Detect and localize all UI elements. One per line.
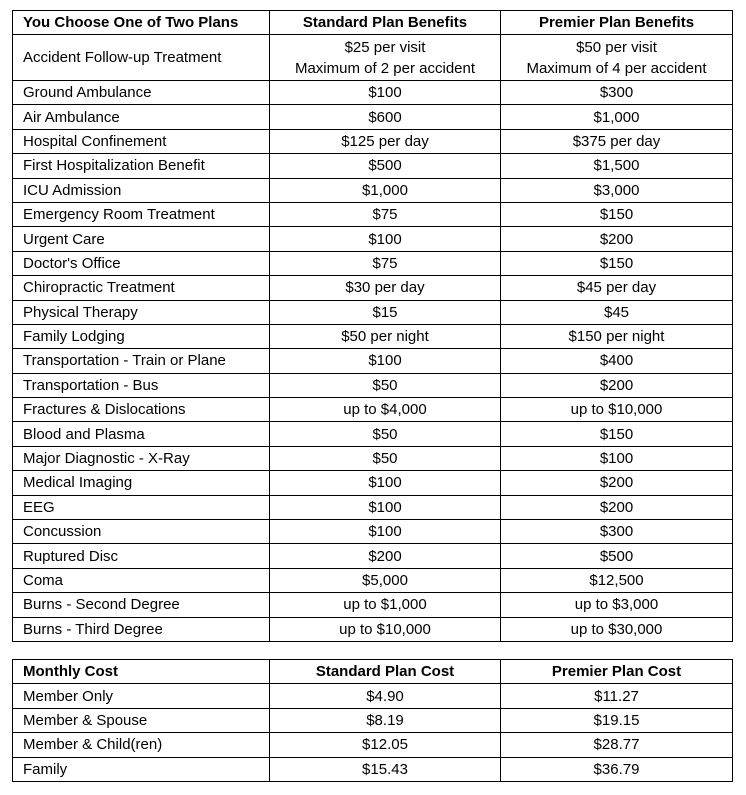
benefits-table [12,10,733,642]
premier-benefit-value: $3,000 [501,178,733,202]
benefit-name: Transportation - Bus [13,373,270,397]
benefits-header-standard: Standard Plan Benefits [270,11,501,35]
standard-benefit-value: $100 [270,349,501,373]
benefit-name: Coma [13,568,270,592]
table-row [13,81,733,105]
cost-header-premier: Premier Plan Cost [501,660,733,684]
standard-benefit-value: up to $1,000 [270,593,501,617]
benefit-name: Concussion [13,520,270,544]
table-row [13,154,733,178]
premier-benefit-value: $150 [501,422,733,446]
standard-benefit-value: $100 [270,520,501,544]
benefit-name: First Hospitalization Benefit [13,154,270,178]
table-row [13,129,733,153]
table-row [13,349,733,373]
premier-benefit-value: up to $30,000 [501,617,733,641]
standard-benefit-value: $100 [270,471,501,495]
table-row [13,324,733,348]
standard-benefit-value: up to $4,000 [270,398,501,422]
table-row [13,300,733,324]
premier-benefit-line: Maximum of 4 per accident [526,59,707,77]
table-row [13,373,733,397]
benefits-header-plans: You Choose One of Two Plans [13,11,270,35]
cost-header-standard: Standard Plan Cost [270,660,501,684]
premier-benefit-value: $300 [501,520,733,544]
standard-benefit-value: $50 [270,446,501,470]
premier-benefit-value: $200 [501,373,733,397]
table-row [13,520,733,544]
standard-benefit-value: $125 per day [270,129,501,153]
standard-cost-value: $4.90 [270,684,501,708]
premier-benefit-value [501,35,733,81]
premier-benefit-value: $45 per day [501,276,733,300]
standard-cost-value: $12.05 [270,733,501,757]
standard-benefit-value: up to $10,000 [270,617,501,641]
benefit-name: Burns - Second Degree [13,593,270,617]
benefits-header-premier: Premier Plan Benefits [501,11,733,35]
table-row [13,398,733,422]
table-row [13,568,733,592]
table-row [13,276,733,300]
benefit-name: Blood and Plasma [13,422,270,446]
standard-cost-value: $8.19 [270,708,501,732]
standard-benefit-value: $75 [270,202,501,226]
table-row [13,617,733,641]
premier-benefit-value: $12,500 [501,568,733,592]
table-row [13,593,733,617]
premier-benefit-value: $1,500 [501,154,733,178]
premier-benefit-value: $1,000 [501,105,733,129]
standard-benefit-value: $50 [270,422,501,446]
standard-benefit-value: $100 [270,495,501,519]
premier-benefit-value: up to $3,000 [501,593,733,617]
premier-benefit-value: $375 per day [501,129,733,153]
premier-benefit-value: $300 [501,81,733,105]
benefit-name: Accident Follow-up Treatment [13,35,270,81]
premier-benefit-value: $500 [501,544,733,568]
table-row [13,733,733,757]
premier-benefit-value: $100 [501,446,733,470]
standard-benefit-value [270,35,501,81]
coverage-tier: Member Only [13,684,270,708]
premier-benefit-value: $150 per night [501,324,733,348]
premier-benefit-value: $150 [501,202,733,226]
monthly-cost-table [12,659,733,782]
table-row [13,422,733,446]
standard-benefit-value: $200 [270,544,501,568]
benefit-name: Hospital Confinement [13,129,270,153]
coverage-tier: Member & Child(ren) [13,733,270,757]
table-row [13,757,733,781]
benefit-name: Physical Therapy [13,300,270,324]
table-row [13,35,733,81]
standard-benefit-value: $1,000 [270,178,501,202]
benefit-name: ICU Admission [13,178,270,202]
standard-benefit-value: $100 [270,81,501,105]
table-row [13,471,733,495]
benefit-name: Doctor's Office [13,251,270,275]
standard-benefit-value: $5,000 [270,568,501,592]
standard-benefit-value: $100 [270,227,501,251]
benefit-name: Medical Imaging [13,471,270,495]
benefit-name: Family Lodging [13,324,270,348]
premier-benefit-value: $400 [501,349,733,373]
standard-benefit-value: $600 [270,105,501,129]
table-row [13,202,733,226]
table-row [13,495,733,519]
benefit-name: Chiropractic Treatment [13,276,270,300]
premier-benefit-value: $45 [501,300,733,324]
benefit-name: Major Diagnostic - X-Ray [13,446,270,470]
cost-header-monthly: Monthly Cost [13,660,270,684]
premier-benefit-value: $200 [501,471,733,495]
table-row [13,684,733,708]
premier-benefit-value: $200 [501,227,733,251]
standard-benefit-value: $30 per day [270,276,501,300]
coverage-tier: Family [13,757,270,781]
benefit-name: Transportation - Train or Plane [13,349,270,373]
table-row [13,105,733,129]
premier-cost-value: $11.27 [501,684,733,708]
standard-benefit-value: $50 per night [270,324,501,348]
table-row [13,446,733,470]
coverage-tier: Member & Spouse [13,708,270,732]
table-row [13,708,733,732]
cost-header-row [13,660,733,684]
premier-benefit-line: $50 per visit [576,38,657,56]
benefit-name: Urgent Care [13,227,270,251]
table-row [13,178,733,202]
standard-benefit-line: $25 per visit [344,38,426,56]
benefit-name: Burns - Third Degree [13,617,270,641]
benefit-name: Ruptured Disc [13,544,270,568]
standard-benefit-value: $500 [270,154,501,178]
premier-cost-value: $28.77 [501,733,733,757]
standard-benefit-value: $75 [270,251,501,275]
benefit-name: EEG [13,495,270,519]
premier-benefit-value: up to $10,000 [501,398,733,422]
premier-benefit-value: $150 [501,251,733,275]
standard-cost-value: $15.43 [270,757,501,781]
benefit-name: Air Ambulance [13,105,270,129]
standard-benefit-value: $50 [270,373,501,397]
standard-benefit-value: $15 [270,300,501,324]
table-row [13,227,733,251]
premier-cost-value: $36.79 [501,757,733,781]
premier-benefit-value: $200 [501,495,733,519]
benefit-name: Fractures & Dislocations [13,398,270,422]
table-row [13,544,733,568]
benefits-header-row [13,11,733,35]
standard-benefit-line: Maximum of 2 per accident [294,59,476,77]
benefit-name: Emergency Room Treatment [13,202,270,226]
benefit-name: Ground Ambulance [13,81,270,105]
premier-cost-value: $19.15 [501,708,733,732]
table-row [13,251,733,275]
